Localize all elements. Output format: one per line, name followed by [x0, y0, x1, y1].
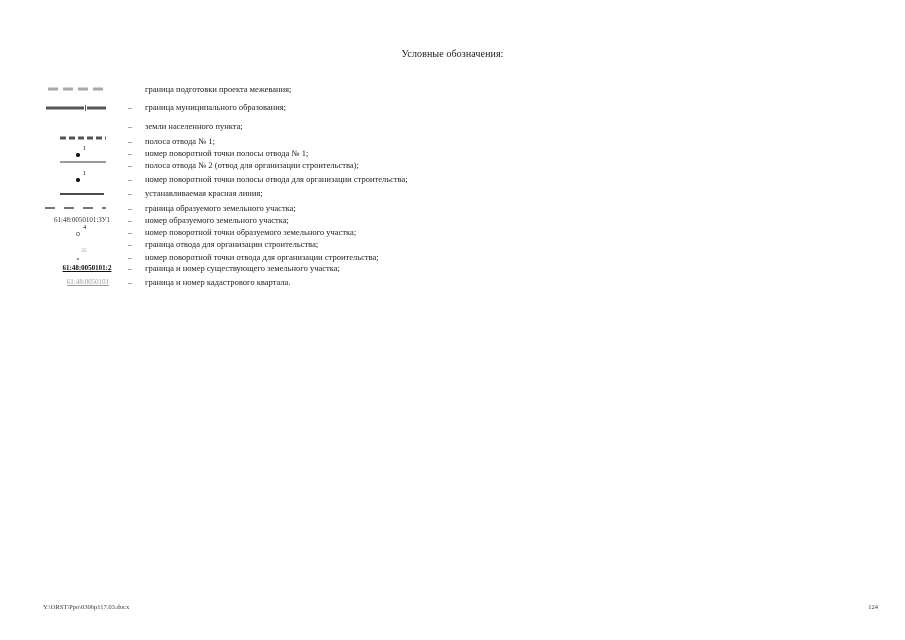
- legend-text: земли населенного пункта;: [145, 121, 243, 131]
- point-dot-icon: [40, 147, 140, 159]
- dashed-dark-line-icon: [40, 135, 140, 147]
- legend-text: номер поворотной точки отвода для организации строительства;: [145, 252, 379, 262]
- legend-symbol-red-line: [40, 187, 140, 199]
- legend-dash: –: [128, 203, 133, 213]
- legend-symbol-existing-parcel: [40, 262, 140, 274]
- legend-symbol-municipal-boundary: [40, 101, 140, 113]
- legend-symbol-construction-boundary: [40, 238, 140, 250]
- legend-text: граница муниципального образования;: [145, 102, 287, 112]
- legend-dash: –: [128, 215, 133, 225]
- legend-dash: –: [128, 148, 133, 158]
- legend-row: [0, 202, 905, 214]
- legend-symbol-settlement: [40, 120, 140, 132]
- legend-text: номер поворотной точки образуемого земельного участка;: [145, 227, 357, 237]
- legend-dash: –: [128, 102, 133, 112]
- legend-row: [0, 147, 905, 159]
- legend-text: номер поворотной точки полосы отвода № 1;: [145, 148, 309, 158]
- gray-line-icon: [40, 159, 140, 171]
- legend-symbol-strip-1: [40, 135, 140, 147]
- point-number-label: 1: [83, 170, 87, 177]
- legend-text: полоса отвода № 1;: [145, 136, 216, 146]
- municipal-boundary-line-icon: [40, 101, 140, 113]
- legend-text: граница отвода для организации строительства;: [145, 239, 319, 249]
- legend-dash: –: [128, 174, 133, 184]
- existing-parcel-label: 61:48:0050101:2: [62, 264, 112, 272]
- legend-dash: –: [128, 263, 133, 273]
- legend-text: граница образуемого земельного участка;: [145, 203, 296, 213]
- point-number-label: 1: [83, 145, 87, 152]
- dashed-gray-line-icon: [40, 83, 140, 95]
- legend-text: граница и номер кадастрового квартала.: [145, 277, 291, 287]
- legend-symbol-formed-parcel-number: [40, 214, 140, 226]
- legend-dash: –: [128, 239, 133, 249]
- solid-line-icon: [40, 187, 140, 199]
- legend-text: граница и номер существующего земельного участка;: [145, 263, 340, 273]
- legend-dash: –: [128, 188, 133, 198]
- legend-row: [0, 159, 905, 171]
- legend-text: граница подготовки проекта межевания;: [145, 84, 292, 94]
- parcel-label: 61:48:0050101:ЗУ1: [53, 216, 111, 224]
- legend-row: [0, 170, 905, 185]
- legend-row: [0, 101, 905, 113]
- legend-dash: –: [128, 252, 133, 262]
- legend-row: [0, 276, 905, 288]
- legend-text: полоса отвода № 2 (отвод для организации строительства);: [145, 160, 359, 170]
- legend-symbol-cadastral-quarter: [40, 276, 140, 288]
- legend-dash: –: [128, 227, 133, 237]
- point-number-label: 4: [83, 224, 87, 231]
- footer-file-path: Y:\ORST\Ppo\0306p117.03.docx: [43, 604, 130, 611]
- legend-text: номер поворотной точки полосы отвода для организации строительства;: [145, 174, 408, 184]
- point-circle-icon: [40, 226, 140, 238]
- legend-row: [0, 262, 905, 274]
- legend-symbol-formed-parcel: [40, 202, 140, 214]
- legend-row: [0, 187, 905, 199]
- cadastral-quarter-label: 61:48:0050101: [66, 278, 110, 286]
- page-title: Условные обозначения:: [401, 49, 504, 60]
- legend-symbol-strip-2: [40, 159, 140, 171]
- legend-symbol-point-strip-1: [40, 147, 140, 159]
- point-dot-icon: [40, 173, 140, 185]
- long-dash-line-icon: [40, 202, 140, 214]
- legend-row: [0, 83, 905, 95]
- legend-row: [0, 135, 905, 147]
- legend-symbol-formed-parcel-point: [40, 226, 140, 238]
- legend-row: [0, 120, 905, 132]
- legend-dash: –: [128, 121, 133, 131]
- legend-text: устанавливаемая красная линия;: [145, 188, 263, 198]
- legend-dash: –: [128, 160, 133, 170]
- legend-dash: –: [128, 277, 133, 287]
- point-number-label: 35: [81, 248, 87, 254]
- legend-symbol-point-construction-strip: [40, 170, 140, 185]
- legend-row: [0, 214, 905, 226]
- legend-symbol-project-boundary: [40, 83, 140, 95]
- footer-page-number: 124: [868, 604, 878, 611]
- legend-dash: –: [128, 136, 133, 146]
- legend-row: [0, 238, 905, 250]
- legend-row: [0, 226, 905, 238]
- legend-text: номер образуемого земельного участка;: [145, 215, 289, 225]
